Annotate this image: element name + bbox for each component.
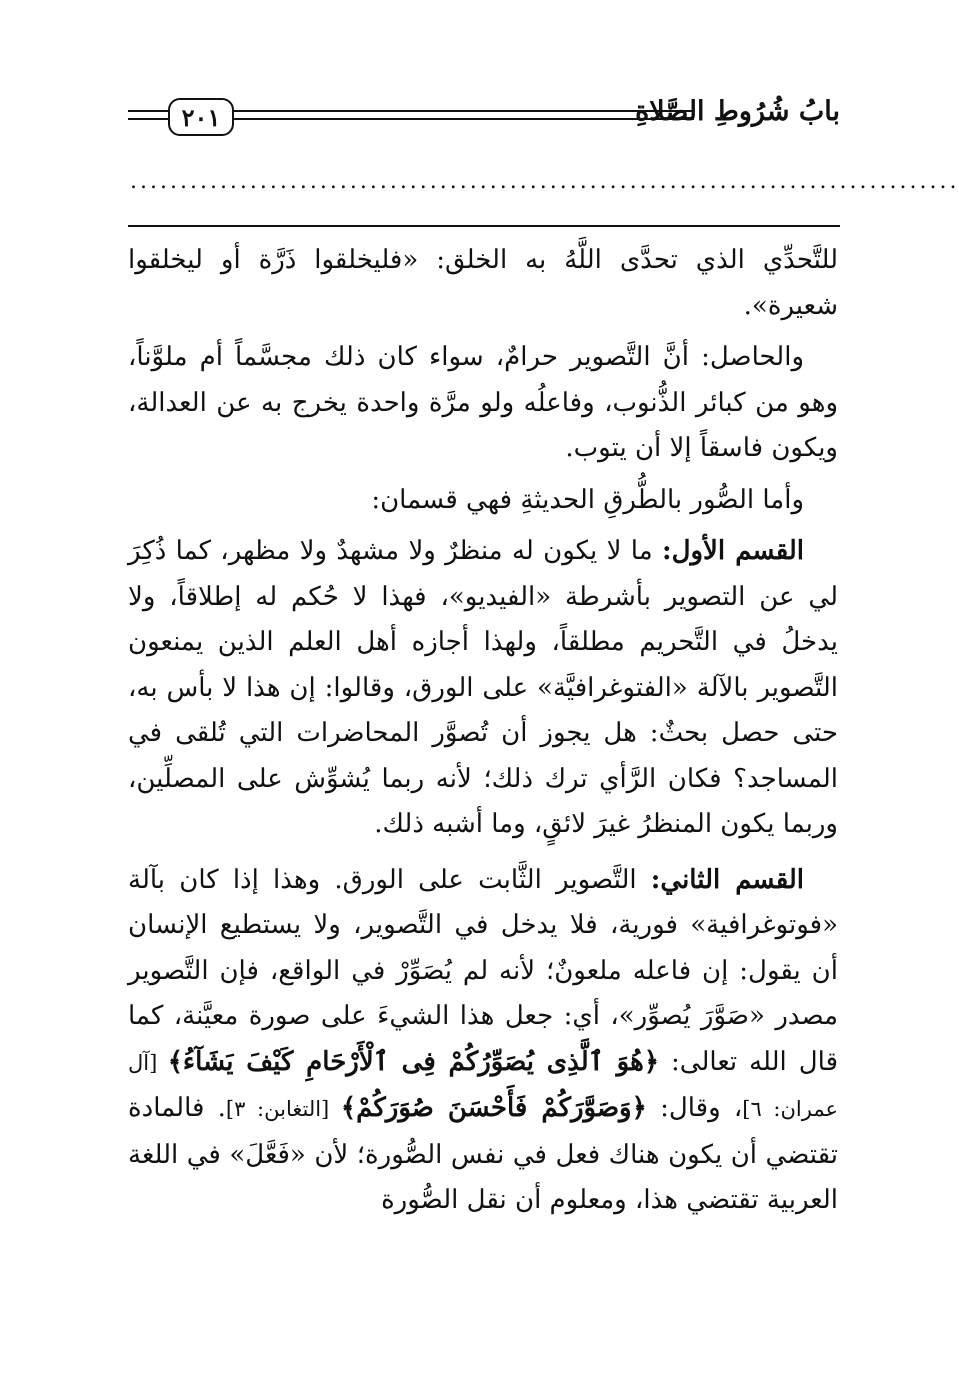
footnote-dots: ...................................................................................	[130, 169, 959, 194]
paragraph-4-text: ما لا يكون له منظرٌ ولا مشهدٌ ولا مظهر، كما ذُكِرَ لي عن التصوير بأشرطة «الفيديو»، فهذا لا حُكم له إطلاقاً، ولا يدخلُ في التَّحريم مطلقاً، ولهذا أجازه أهل العلم الذين يمنعون التَّصوير بالآلة «الفتوغرافيَّة» على الورق، وقالوا: إن هذا لا بأس به، حتى حصل بحثٌ: هل يجوز أن تُصوَّر المحاضرات التي تُلقى في المساجد؟ فكان الرَّأي ترك ذلك؛ لأنه ربما يُشوِّش على المصلِّين، وربما يكون المنظرُ غيرَ لائقٍ، وما أشبه ذلك.	[128, 536, 838, 839]
header-rule-left-top	[128, 110, 168, 112]
paragraph-5-text-2: ، وقال:	[646, 1093, 743, 1123]
section-lead-first: القسم الأول:	[661, 536, 804, 566]
chapter-title: بابُ شُرُوطِ الصَّلاةِ	[635, 96, 840, 127]
page-body	[128, 238, 838, 1224]
paragraph-5	[128, 858, 838, 1224]
verse-reference-2: [التغابن: ٣]	[225, 1097, 341, 1121]
page-header	[128, 88, 840, 148]
verse-reference-1: [آل عمران: ٦]	[128, 1050, 838, 1121]
header-rule-right-bottom	[234, 118, 694, 120]
paragraph-5-text-3: . فالمادة تقتضي أن يكون هناك فعل في نفس الصُّورة؛ لأن «فَعَّلَ» في اللغة العربية تقتضي هذا، ومعلوم أن نقل الصُّورة	[128, 1093, 838, 1215]
header-rule-left-bottom	[128, 118, 168, 120]
section-lead-second: القسم الثاني:	[650, 864, 804, 895]
quran-verse-2: ﴿وَصَوَّرَكُمْ فَأَحْسَنَ صُوَرَكُمْ﴾	[340, 1093, 647, 1123]
paragraph-4	[128, 529, 838, 848]
paragraph-1: للتَّحدِّي الذي تحدَّى اللَّهُ به الخلق: «فليخلقوا ذَرَّة أو ليخلقوا شعيرة».	[128, 245, 838, 321]
separator-rule	[128, 225, 840, 227]
paragraph-2: والحاصل: أنَّ التَّصوير حرامٌ، سواء كان ذلك مجسَّماً أم ملوَّناً، وهو من كبائر الذُّنوب، وفاعلُه ولو مرَّة واحدة يخرج به عن العدالة، ويكون فاسقاً إلا أن يتوب.	[128, 342, 839, 463]
page-number-box	[168, 98, 234, 136]
header-rule-right-top	[234, 110, 694, 112]
paragraph-3: وأما الصُّور بالطُّرقِ الحديثةِ فهي قسمان:	[371, 484, 804, 515]
paragraph-5-text-1: التَّصوير الثَّابت على الورق. وهذا إذا كان بآلة «فوتوغرافية» فورية، فلا يدخل في التَّصوير، ولا يستطيع الإنسان أن يقول: إن فاعله ملعونٌ؛ لأنه لم يُصَوِّرْ في الواقع، فإن التَّصوير مصدر «صَوَّرَ يُصوِّر»، أي: جعل هذا الشيءَ على صورة معيَّنة، كما قال الله تعالى:	[128, 864, 838, 1077]
page-number: ٢٠١	[181, 102, 221, 132]
quran-verse-1: ﴿هُوَ ٱلَّذِى يُصَوِّرُكُمْ فِى ٱلْأَرْحَامِ كَيْفَ يَشَآءُ﴾	[167, 1046, 660, 1077]
